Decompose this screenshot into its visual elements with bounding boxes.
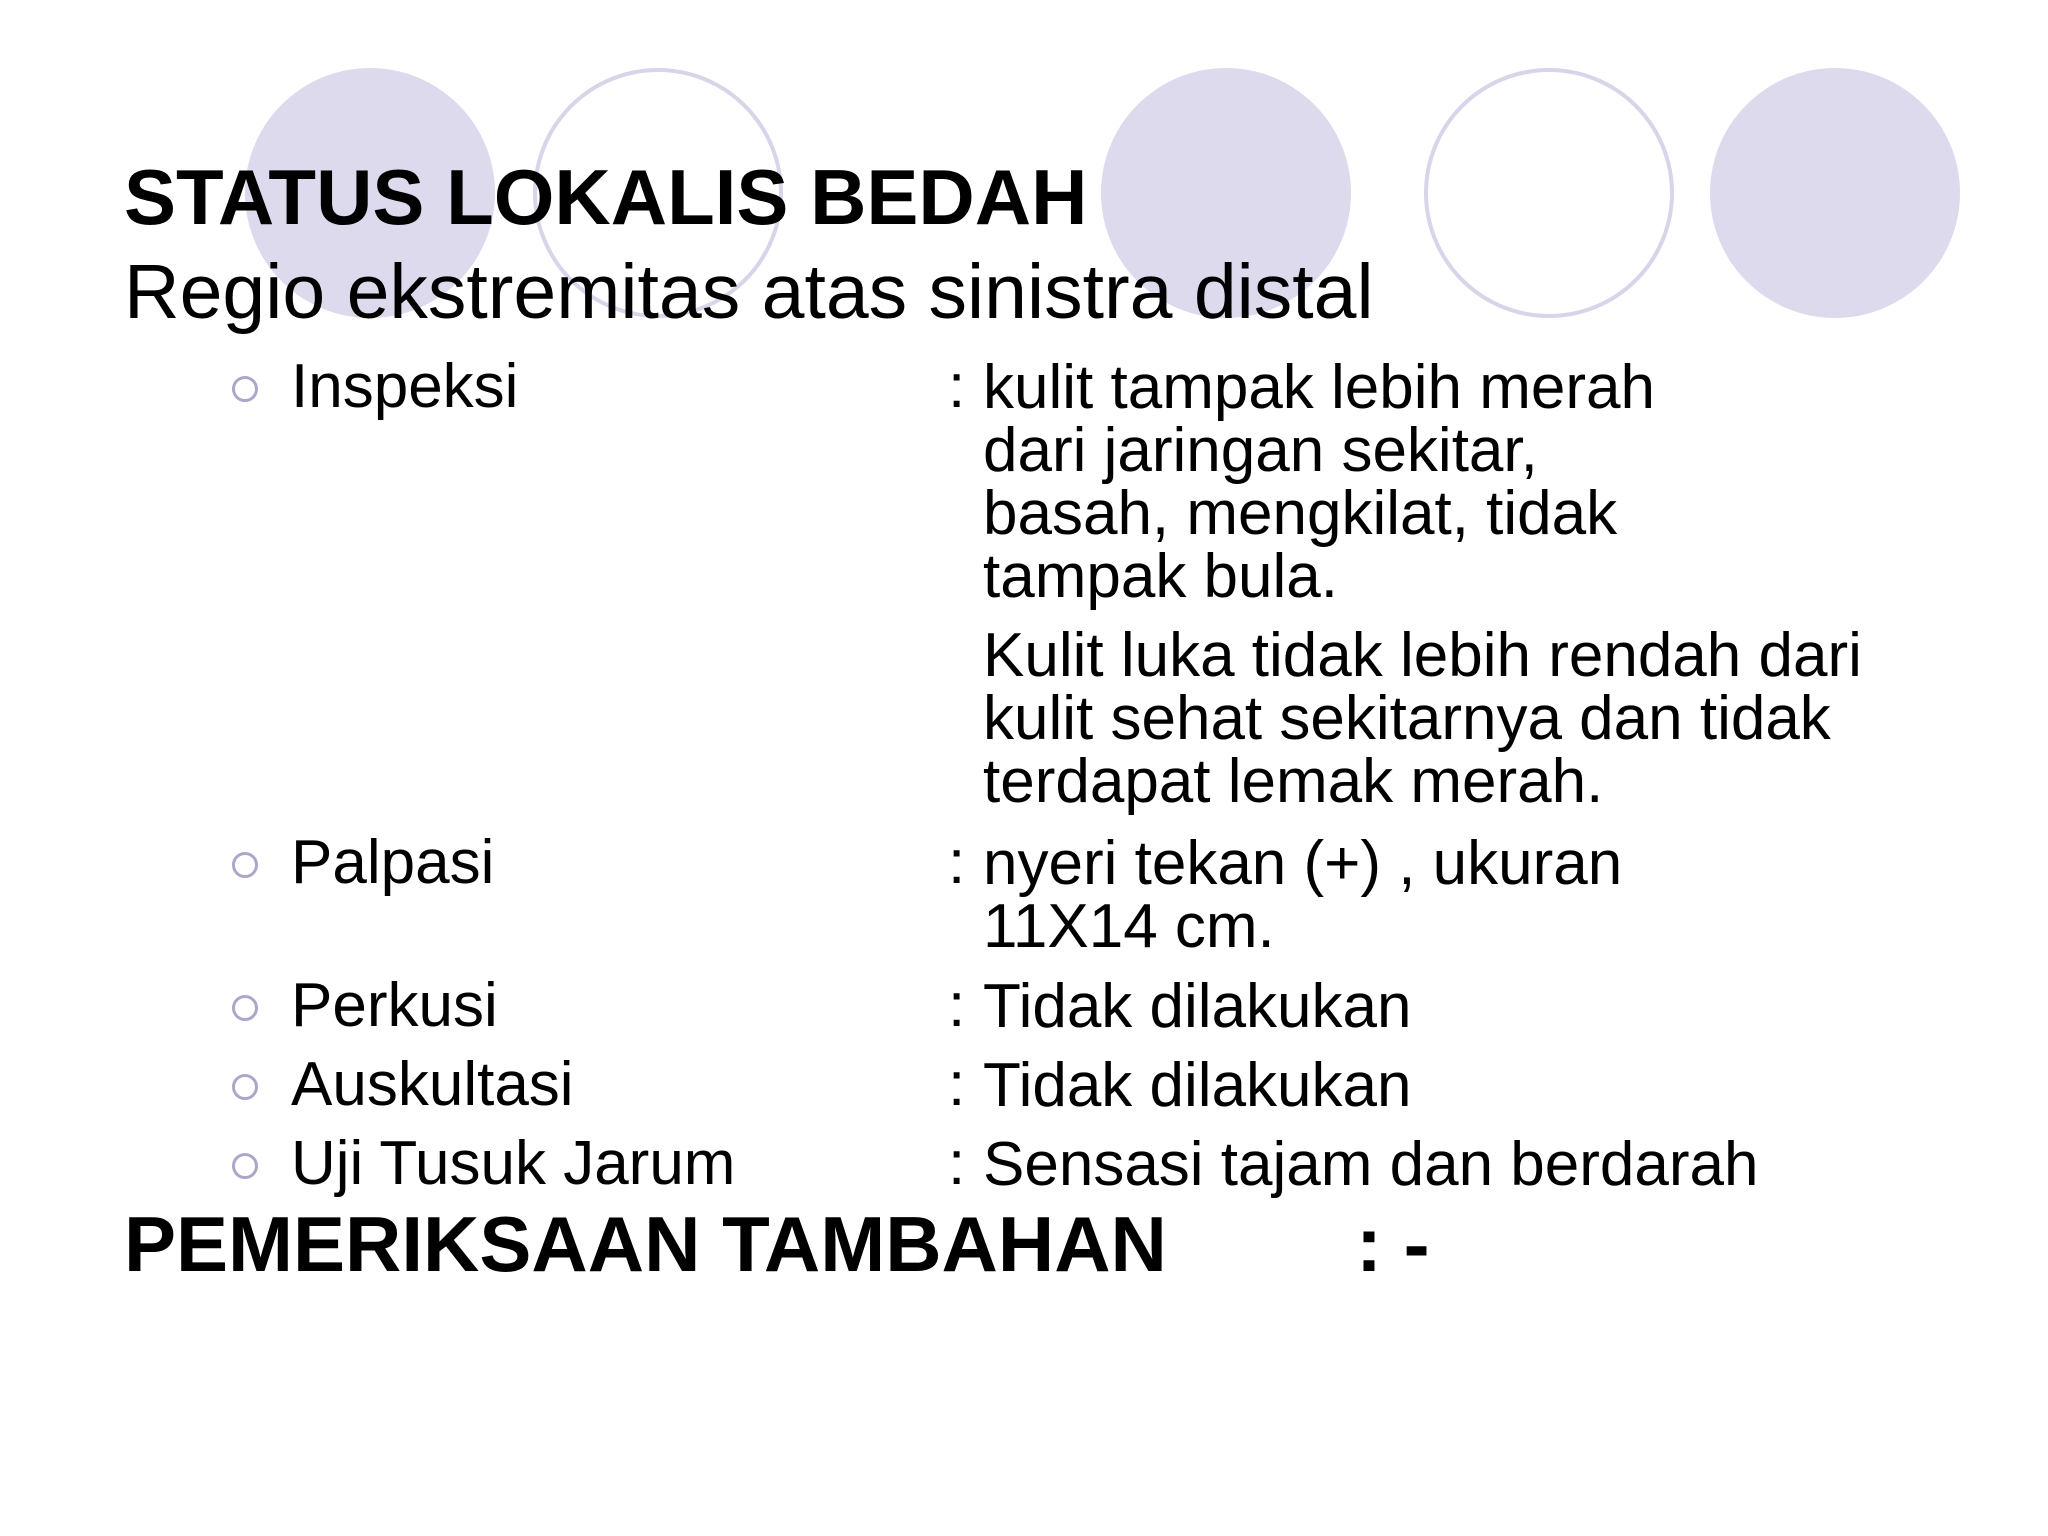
value-line: dari jaringan sekitar,	[983, 416, 1538, 485]
exam-item-value	[983, 353, 1862, 816]
additional-exam-value: : -	[1356, 1200, 1430, 1288]
circle-bullet-icon	[232, 376, 258, 402]
decorative-circle-outline	[1424, 68, 1674, 318]
exam-item-value	[983, 1051, 1412, 1120]
exam-item-colon: :	[948, 1129, 966, 1198]
exam-item-colon: :	[948, 971, 966, 1040]
value-line: kulit tampak lebih merah	[983, 353, 1655, 422]
exam-item-label: Uji Tusuk Jarum	[291, 1129, 736, 1198]
decorative-circle-filled	[1710, 68, 1960, 318]
exam-item-label: Palpasi	[291, 828, 495, 897]
exam-item-value	[983, 829, 1623, 961]
value-line: Sensasi tajam dan berdarah	[983, 1130, 1759, 1199]
circle-bullet-icon	[232, 852, 258, 878]
circle-bullet-icon	[232, 995, 258, 1021]
value-line: Tidak dilakukan	[983, 972, 1412, 1041]
exam-item-label: Auskultasi	[291, 1050, 574, 1119]
exam-item-value	[983, 1130, 1759, 1199]
value-line: basah, mengkilat, tidak	[983, 479, 1618, 548]
exam-item-value	[983, 972, 1412, 1041]
value-line: Tidak dilakukan	[983, 1051, 1412, 1120]
circle-bullet-icon	[232, 1074, 258, 1100]
slide-title: STATUS LOKALIS BEDAH	[124, 153, 1088, 241]
circle-bullet-icon	[232, 1153, 258, 1179]
exam-item-colon: :	[948, 828, 966, 897]
exam-item-colon: :	[948, 352, 966, 421]
value-line: Kulit luka tidak lebih rendah dari	[983, 621, 1862, 690]
slide-subtitle: Regio ekstremitas atas sinistra distal	[124, 249, 1374, 335]
exam-item-colon: :	[948, 1050, 966, 1119]
value-line: terdapat lemak merah.	[983, 747, 1604, 816]
exam-item-label: Inspeksi	[291, 352, 519, 421]
value-line: nyeri tekan (+) , ukuran	[983, 829, 1623, 898]
value-line: tampak bula.	[983, 542, 1338, 611]
additional-exam-heading: PEMERIKSAAN TAMBAHAN	[124, 1200, 1167, 1288]
value-line: kulit sehat sekitarnya dan tidak	[983, 684, 1831, 753]
exam-item-label: Perkusi	[291, 971, 498, 1040]
value-line: 11X14 cm.	[983, 892, 1275, 961]
